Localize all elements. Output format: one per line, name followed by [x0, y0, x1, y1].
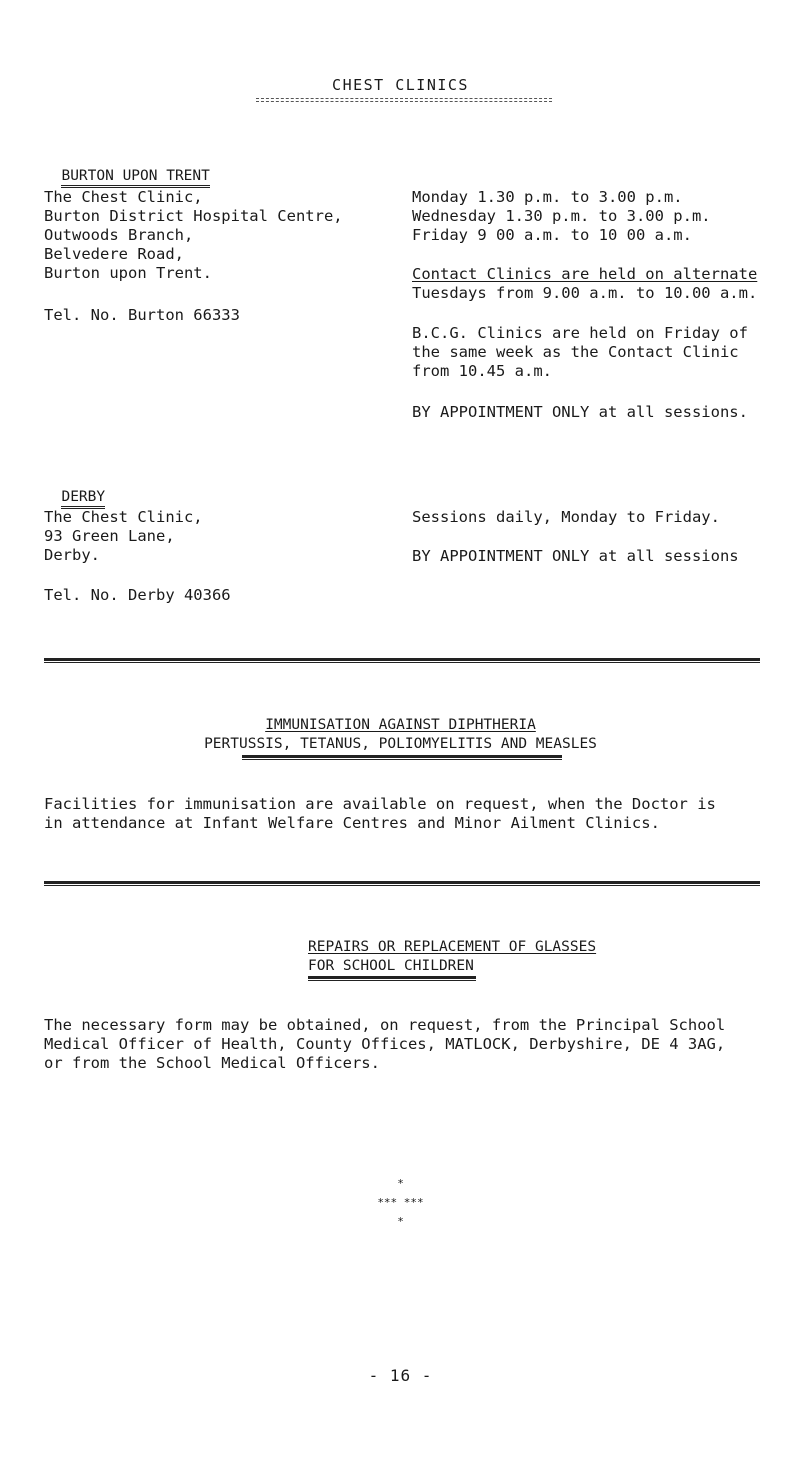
- burton-heading: [44, 148, 210, 188]
- burton-heading-text: BURTON UPON TRENT: [61, 168, 209, 188]
- contact-line: Tuesdays from 9.00 a.m. to 10.00 a.m.: [412, 284, 758, 302]
- section-divider: [44, 658, 760, 663]
- glasses-heading-line2: FOR SCHOOL CHILDREN: [308, 958, 474, 974]
- page-title: CHEST CLINICS: [332, 76, 469, 94]
- clinic-time-line: Friday 9 00 a.m. to 10 00 a.m.: [412, 226, 692, 244]
- derby-address-line: Derby.: [44, 546, 100, 564]
- immunisation-heading-underline: [242, 755, 562, 760]
- ornament-top: *: [397, 1177, 404, 1190]
- section-divider: [44, 881, 760, 886]
- burton-address-line: Outwoods Branch,: [44, 226, 194, 244]
- immunisation-body: [44, 795, 716, 833]
- contact-line: Contact Clinics are held on alternate: [412, 265, 758, 283]
- burton-address-line: Belvedere Road,: [44, 245, 184, 263]
- bcg-line: the same week as the Contact Clinic: [412, 343, 739, 361]
- glasses-heading: [308, 938, 596, 976]
- immunisation-heading-line1: IMMUNISATION AGAINST DIPHTHERIA: [265, 717, 536, 733]
- derby-address-line: 93 Green Lane,: [44, 527, 175, 545]
- derby-appointment-note: BY APPOINTMENT ONLY at all sessions: [412, 547, 739, 565]
- glasses-heading-underline: [308, 976, 476, 981]
- burton-bcg-clinics: [412, 324, 748, 381]
- ornament-middle: *** ***: [377, 1196, 424, 1209]
- derby-address-line: The Chest Clinic,: [44, 508, 203, 526]
- glasses-body: [44, 1016, 725, 1073]
- glasses-heading-line1: REPAIRS OR REPLACEMENT OF GLASSES: [308, 939, 597, 955]
- immunisation-heading-line2: PERTUSSIS, TETANUS, POLIOMYELITIS AND MEASLES: [204, 736, 597, 752]
- bcg-line: B.C.G. Clinics are held on Friday of: [412, 324, 748, 342]
- derby-telephone: Tel. No. Derby 40366: [44, 586, 231, 604]
- derby-sessions: Sessions daily, Monday to Friday.: [412, 508, 720, 526]
- burton-telephone: Tel. No. Burton 66333: [44, 306, 240, 324]
- burton-address-line: Burton upon Trent.: [44, 264, 212, 282]
- immunisation-body-line: Facilities for immunisation are available on request, when the Doctor is: [44, 795, 716, 813]
- ornament-bottom: *: [397, 1215, 404, 1228]
- burton-clinic-times: [412, 188, 711, 245]
- immunisation-body-line: in attendance at Infant Welfare Centres and Minor Ailment Clinics.: [44, 814, 660, 832]
- glasses-body-line: The necessary form may be obtained, on request, from the Principal School: [44, 1016, 726, 1034]
- burton-address: [44, 188, 343, 283]
- burton-address-line: The Chest Clinic,: [44, 188, 203, 206]
- clinic-time-line: Monday 1.30 p.m. to 3.00 p.m.: [412, 188, 683, 206]
- glasses-body-line: or from the School Medical Officers.: [44, 1054, 380, 1072]
- clinic-time-line: Wednesday 1.30 p.m. to 3.00 p.m.: [412, 207, 711, 225]
- glasses-body-line: Medical Officer of Health, County Offices, MATLOCK, Derbyshire, DE 4 3AG,: [44, 1035, 726, 1053]
- derby-heading-text: DERBY: [61, 489, 105, 509]
- burton-contact-clinics: [412, 265, 757, 303]
- derby-heading: [44, 469, 105, 509]
- asterisk-ornament: [0, 1174, 801, 1231]
- derby-address: [44, 508, 203, 565]
- bcg-line: from 10.45 a.m.: [412, 362, 552, 380]
- title-double-rule: [256, 98, 552, 102]
- burton-address-line: Burton District Hospital Centre,: [44, 207, 343, 225]
- page-number: - 16 -: [368, 1366, 433, 1385]
- burton-appointment-note: BY APPOINTMENT ONLY at all sessions.: [412, 403, 748, 421]
- immunisation-heading: [0, 716, 801, 754]
